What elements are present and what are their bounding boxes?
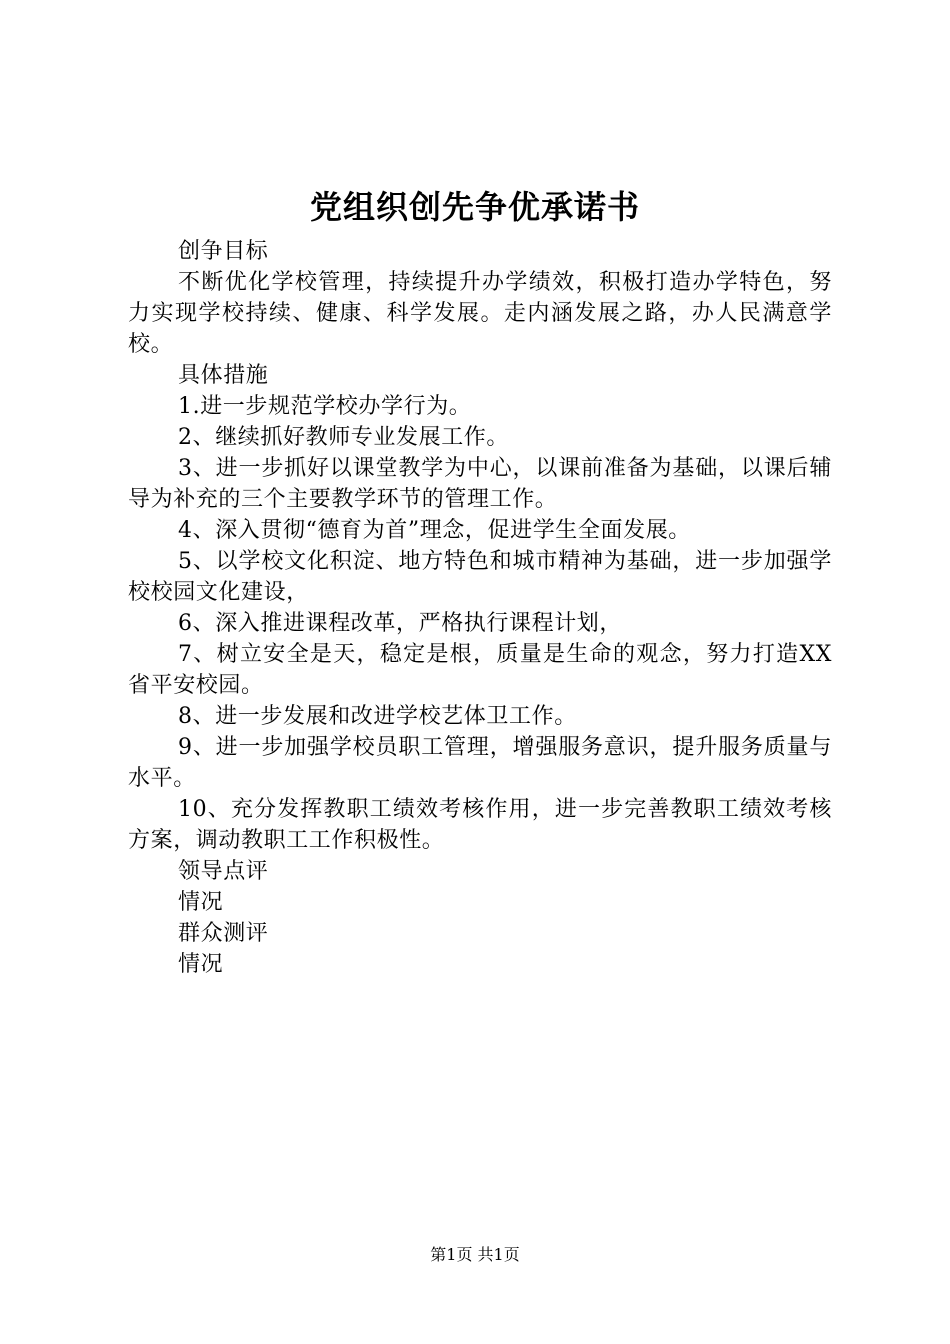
- public-review-status-label: 情况: [178, 952, 224, 977]
- measure-item-5: 5、以学校文化积淀、地方特色和城市精神为基础，进一步加强学校校园文化建设，: [128, 549, 832, 605]
- document-body: [128, 236, 832, 980]
- measure-item-9: 9、进一步加强学校员职工管理，增强服务意识，提升服务质量与水平。: [128, 735, 832, 791]
- goal-paragraph: 不断优化学校管理，持续提升办学绩效，积极打造办学特色，努力实现学校持续、健康、科学发展。走内涵发展之路，办人民满意学校。: [128, 270, 832, 357]
- measure-item-1: 1.进一步规范学校办学行为。: [178, 394, 472, 419]
- document-title: 党组织创先争优承诺书: [309, 188, 640, 226]
- measure-item-7: 7、树立安全是天，稳定是根，质量是生命的观念，努力打造XX省平安校园。: [128, 642, 832, 698]
- page-footer: 第1页 共1页: [430, 1245, 520, 1264]
- measure-item-6: 6、深入推进课程改革，严格执行课程计划，: [178, 611, 622, 636]
- section-heading-goal: 创争目标: [178, 239, 269, 264]
- public-review-label: 群众测评: [178, 921, 269, 946]
- measure-item-4: 4、深入贯彻“德育为首”理念，促进学生全面发展。: [178, 518, 691, 543]
- section-heading-measures: 具体措施: [178, 363, 269, 388]
- leader-review-status-label: 情况: [178, 890, 224, 915]
- leader-review-label: 领导点评: [178, 859, 269, 884]
- measure-item-2: 2、继续抓好教师专业发展工作。: [178, 425, 509, 450]
- measure-item-3: 3、进一步抓好以课堂教学为中心，以课前准备为基础，以课后辅导为补充的三个主要教学环节的管理工作。: [128, 456, 832, 512]
- measure-item-8: 8、进一步发展和改进学校艺体卫工作。: [178, 704, 577, 729]
- measure-item-10: 10、充分发挥教职工绩效考核作用，进一步完善教职工绩效考核方案，调动教职工工作积极性。: [128, 797, 832, 853]
